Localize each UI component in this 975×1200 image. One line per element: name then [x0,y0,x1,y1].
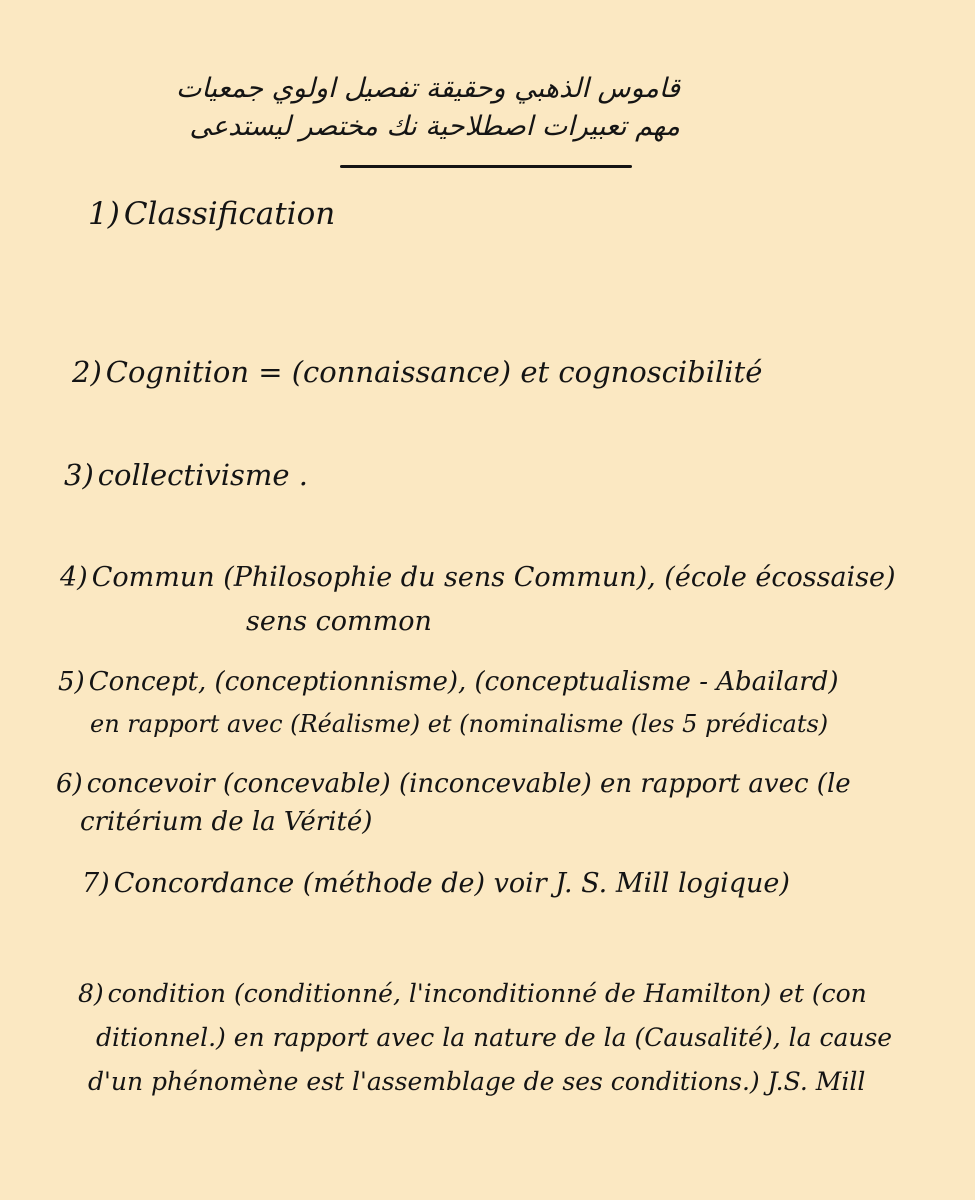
entry-3-collectivisme [64,457,308,493]
arabic-heading-line-1: قاموس الذهبي وحقيقة تفصيل اولوي جمعيات [175,73,680,104]
entry-continuation: ditionnel.) en rapport avec la nature de la (Causalité), la cause [96,1023,893,1052]
entry-number: 6) [56,769,83,799]
entry-number: 4) [60,562,88,593]
entry-number: 8) [78,979,104,1008]
entry-text: Concept, (conceptionnisme), (conceptualisme - Abailard) [88,667,839,697]
entry-number: 3) [64,458,94,492]
entry-4-commun [60,560,896,640]
entry-1-classification [88,196,335,232]
entry-2-cognition [72,354,762,390]
entry-text: Classification [123,196,336,232]
entry-continuation: en rapport avec (Réalisme) et (nominalisme (les 5 prédicats) [90,710,829,738]
entry-text: Commun (Philosophie du sens Commun), (école écossaise) [91,562,896,593]
entry-continuation: sens common [246,606,432,637]
entry-continuation: critérium de la Vérité) [80,807,373,837]
entry-text: condition (conditionné, l'inconditionné de Hamilton) et (con [107,979,867,1008]
entry-7-concordance [82,866,790,902]
arabic-heading [160,70,680,146]
entry-text: Concordance (méthode de) voir J. S. Mill logique) [113,868,790,899]
entry-text: concevoir (concevable) (inconcevable) en rapport avec (le [86,769,851,799]
entry-number: 5) [58,667,85,697]
entry-5-concept [58,664,839,742]
entry-text: Cognition = (connaissance) et cognoscibilité [105,355,763,389]
entry-continuation: d'un phénomène est l'assemblage de ses conditions.) J.S. Mill [88,1067,866,1096]
arabic-heading-line-2: مهم تعبيرات اصطلاحية نك مختصر ليستدعى [189,111,680,142]
entry-number: 7) [82,868,110,899]
entry-number: 1) [88,196,120,232]
heading-underline [340,165,632,168]
entry-6-concevoir [56,766,851,840]
entry-number: 2) [72,355,102,389]
entry-text: collectivisme . [97,458,308,492]
entry-8-condition [78,972,892,1104]
